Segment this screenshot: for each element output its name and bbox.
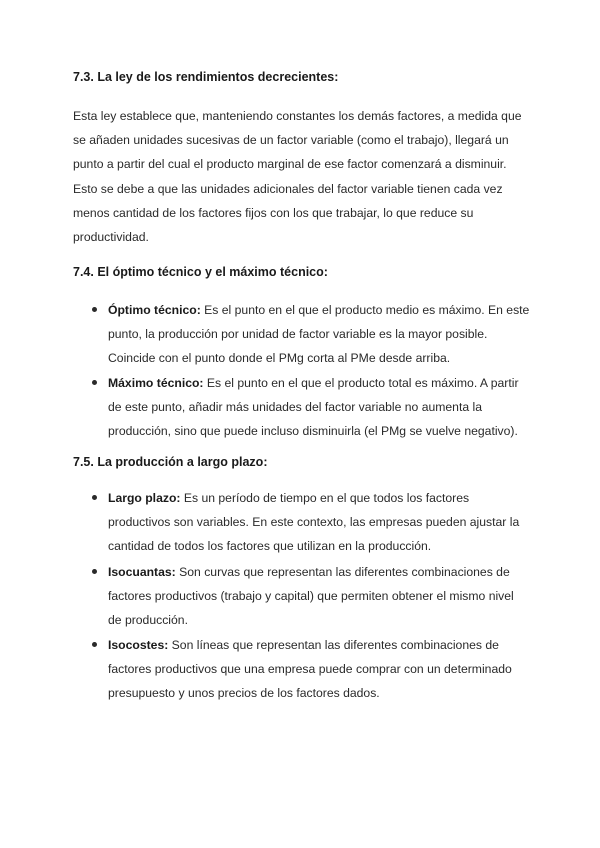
heading-7-5: 7.5. La producción a largo plazo:: [73, 455, 268, 469]
text-line: factores productivos que una empresa puede comprar con un determinado: [108, 662, 512, 677]
bullet-largo-plazo: [108, 486, 538, 559]
bullet-isocuantas: [108, 560, 538, 633]
text-line: menos cantidad de los factores fijos con los que trabajar, lo que reduce su: [73, 205, 474, 220]
text-line: [108, 560, 538, 584]
heading-7-4: 7.4. El óptimo técnico y el máximo técnico:: [73, 265, 328, 279]
text-line: de producción.: [108, 613, 188, 628]
bullet-dot-icon: [92, 569, 97, 574]
bullet-dot-icon: [92, 380, 97, 385]
text-line: [108, 298, 538, 322]
text-line: de este punto, añadir más unidades del factor variable no aumenta la: [108, 400, 482, 415]
text-line: [108, 486, 538, 510]
text-line: factores productivos (trabajo y capital) que permiten obtener el mismo nivel: [108, 589, 514, 604]
text-line: Esto se debe a que las unidades adicionales del factor variable tienen cada vez: [73, 181, 503, 196]
bullet-term: Máximo técnico:: [108, 376, 204, 390]
bullet-text: Son líneas que representan las diferentes combinaciones de: [168, 638, 499, 652]
bullet-dot-icon: [92, 307, 97, 312]
bullet-term: Óptimo técnico:: [108, 303, 201, 317]
bullet-maximo-tecnico: [108, 371, 538, 444]
text-line: [108, 371, 538, 395]
text-line: presupuesto y unos precios de los factores dados.: [108, 686, 380, 701]
text-line: productividad.: [73, 230, 149, 245]
bullet-text: Es el punto en el que el producto medio es máximo. En este: [200, 303, 530, 317]
bullet-text: Es un período de tiempo en el que todos los factores: [180, 491, 470, 505]
text-line: punto a partir del cual el producto marginal de ese factor comenzará a disminuir.: [73, 157, 507, 172]
bullet-isocostes: [108, 633, 538, 706]
bullet-optimo-tecnico: [108, 298, 538, 371]
bullet-term: Isocostes:: [108, 638, 169, 652]
bullet-dot-icon: [92, 495, 97, 500]
text-line: punto, la producción por unidad de factor variable es la mayor posible.: [108, 327, 488, 342]
text-line: Esta ley establece que, manteniendo constantes los demás factores, a medida que: [73, 109, 522, 123]
bullet-text: Es el punto en el que el producto total es máximo. A partir: [203, 376, 519, 390]
text-line: Coincide con el punto donde el PMg corta al PMe desde arriba.: [108, 351, 451, 366]
paragraph-7-3: [73, 104, 533, 249]
text-line: cantidad de todos los factores que utilizan en la producción.: [108, 539, 432, 554]
bullet-term: Isocuantas:: [108, 565, 176, 579]
text-line: producción, sino que puede incluso disminuirla (el PMg se vuelve negativo).: [108, 424, 518, 439]
text-line: productivos son variables. En este contexto, las empresas pueden ajustar la: [108, 515, 520, 530]
heading-7-3: 7.3. La ley de los rendimientos decrecientes:: [73, 70, 339, 84]
bullet-dot-icon: [92, 642, 97, 647]
bullet-term: Largo plazo:: [108, 491, 181, 505]
text-line: se añaden unidades sucesivas de un factor variable (como el trabajo), llegará un: [73, 133, 509, 148]
bullet-text: Son curvas que representan las diferentes combinaciones de: [175, 565, 510, 579]
text-line: [108, 633, 538, 657]
